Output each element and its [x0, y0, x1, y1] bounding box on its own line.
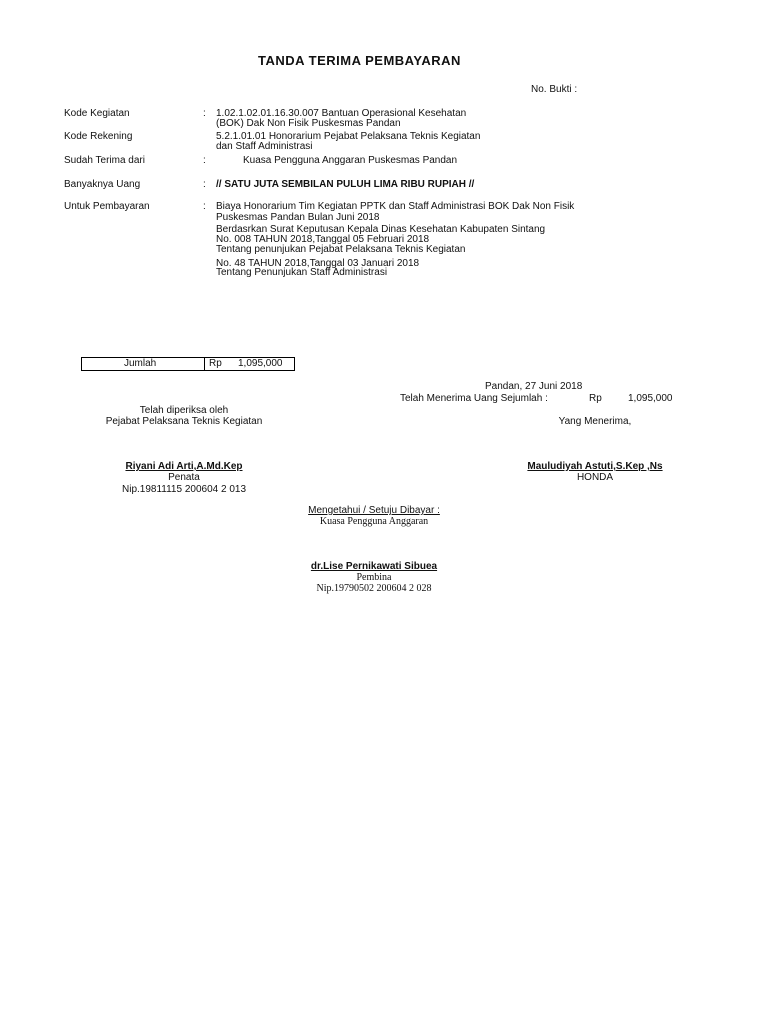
sudah-terima-colon: : — [203, 155, 206, 166]
banyaknya-uang-label: Banyaknya Uang — [64, 179, 141, 190]
untuk-pembayaran-line: No. 008 TAHUN 2018,Tanggal 05 Februari 2018 — [216, 234, 430, 245]
checked-by-role: Pejabat Pelaksana Teknis Kegiatan — [105, 416, 263, 427]
untuk-pembayaran-line: Tentang Penunjukan Staff Administrasi — [216, 267, 388, 278]
approver-name: dr.Lise Pernikawati Sibuea — [310, 561, 438, 572]
jumlah-box — [81, 357, 295, 371]
approval-role: Kuasa Pengguna Anggaran — [319, 516, 429, 527]
banyaknya-uang-colon: : — [203, 179, 206, 190]
jumlah-amount: 1,095,000 — [238, 358, 283, 369]
untuk-pembayaran-line: Puskesmas Pandan Bulan Juni 2018 — [216, 212, 380, 223]
document-title: TANDA TERIMA PEMBAYARAN — [258, 53, 461, 68]
approver-nip: Nip.19790502 200604 2 028 — [316, 583, 432, 594]
kode-rekening-value-line1: 5.2.1.01.01 Honorarium Pejabat Pelaksana Teknis Kegiatan — [216, 131, 481, 142]
approver-rank: Pembina — [356, 572, 392, 583]
received-label: Telah Menerima Uang Sejumlah : — [400, 393, 548, 404]
untuk-pembayaran-line: Tentang penunjukan Pejabat Pelaksana Teknis Kegiatan — [216, 244, 466, 255]
received-currency: Rp — [589, 393, 602, 404]
place-date: Pandan, 27 Juni 2018 — [485, 381, 583, 392]
kode-rekening-value-line2: dan Staff Administrasi — [216, 141, 313, 152]
kode-kegiatan-label: Kode Kegiatan — [64, 108, 130, 119]
jumlah-label: Jumlah — [124, 358, 157, 369]
kode-rekening-label: Kode Rekening — [64, 131, 133, 142]
left-signer-name: Riyani Adi Arti,A.Md.Kep — [125, 461, 243, 472]
untuk-pembayaran-line: No. 48 TAHUN 2018,Tanggal 03 Januari 2018 — [216, 258, 420, 269]
sudah-terima-label: Sudah Terima dari — [64, 155, 145, 166]
untuk-pembayaran-colon: : — [203, 201, 206, 212]
sudah-terima-value: Kuasa Pengguna Anggaran Puskesmas Pandan — [243, 155, 458, 166]
receiver-heading: Yang Menerima, — [558, 416, 632, 427]
left-signer-nip: Nip.19811115 200604 2 013 — [122, 484, 246, 495]
approval-heading: Mengetahui / Setuju Dibayar : — [308, 505, 440, 516]
untuk-pembayaran-label: Untuk Pembayaran — [64, 201, 150, 212]
banyaknya-uang-value: // SATU JUTA SEMBILAN PULUH LIMA RIBU RUPIAH // — [216, 179, 475, 190]
jumlah-divider — [204, 358, 205, 370]
no-bukti-label: No. Bukti : — [531, 84, 578, 95]
left-signer-rank: Penata — [168, 472, 200, 483]
checked-by-label: Telah diperiksa oleh — [139, 405, 229, 416]
kode-kegiatan-value-line1: 1.02.1.02.01.16.30.007 Bantuan Operasional Kesehatan — [216, 108, 467, 119]
kode-kegiatan-value-line2: (BOK) Dak Non Fisik Puskesmas Pandan — [216, 118, 401, 129]
untuk-pembayaran-line: Biaya Honorarium Tim Kegiatan PPTK dan Staff Administrasi BOK Dak Non Fisik — [216, 201, 575, 212]
untuk-pembayaran-line: Berdasrkan Surat Keputusan Kepala Dinas Kesehatan Kabupaten Sintang — [216, 224, 546, 235]
right-signer-name: Mauludiyah Astuti,S.Kep ,Ns — [527, 461, 663, 472]
jumlah-currency: Rp — [209, 358, 222, 369]
right-signer-rank: HONDA — [576, 472, 614, 483]
kode-kegiatan-colon: : — [203, 108, 206, 119]
received-amount: 1,095,000 — [628, 393, 673, 404]
